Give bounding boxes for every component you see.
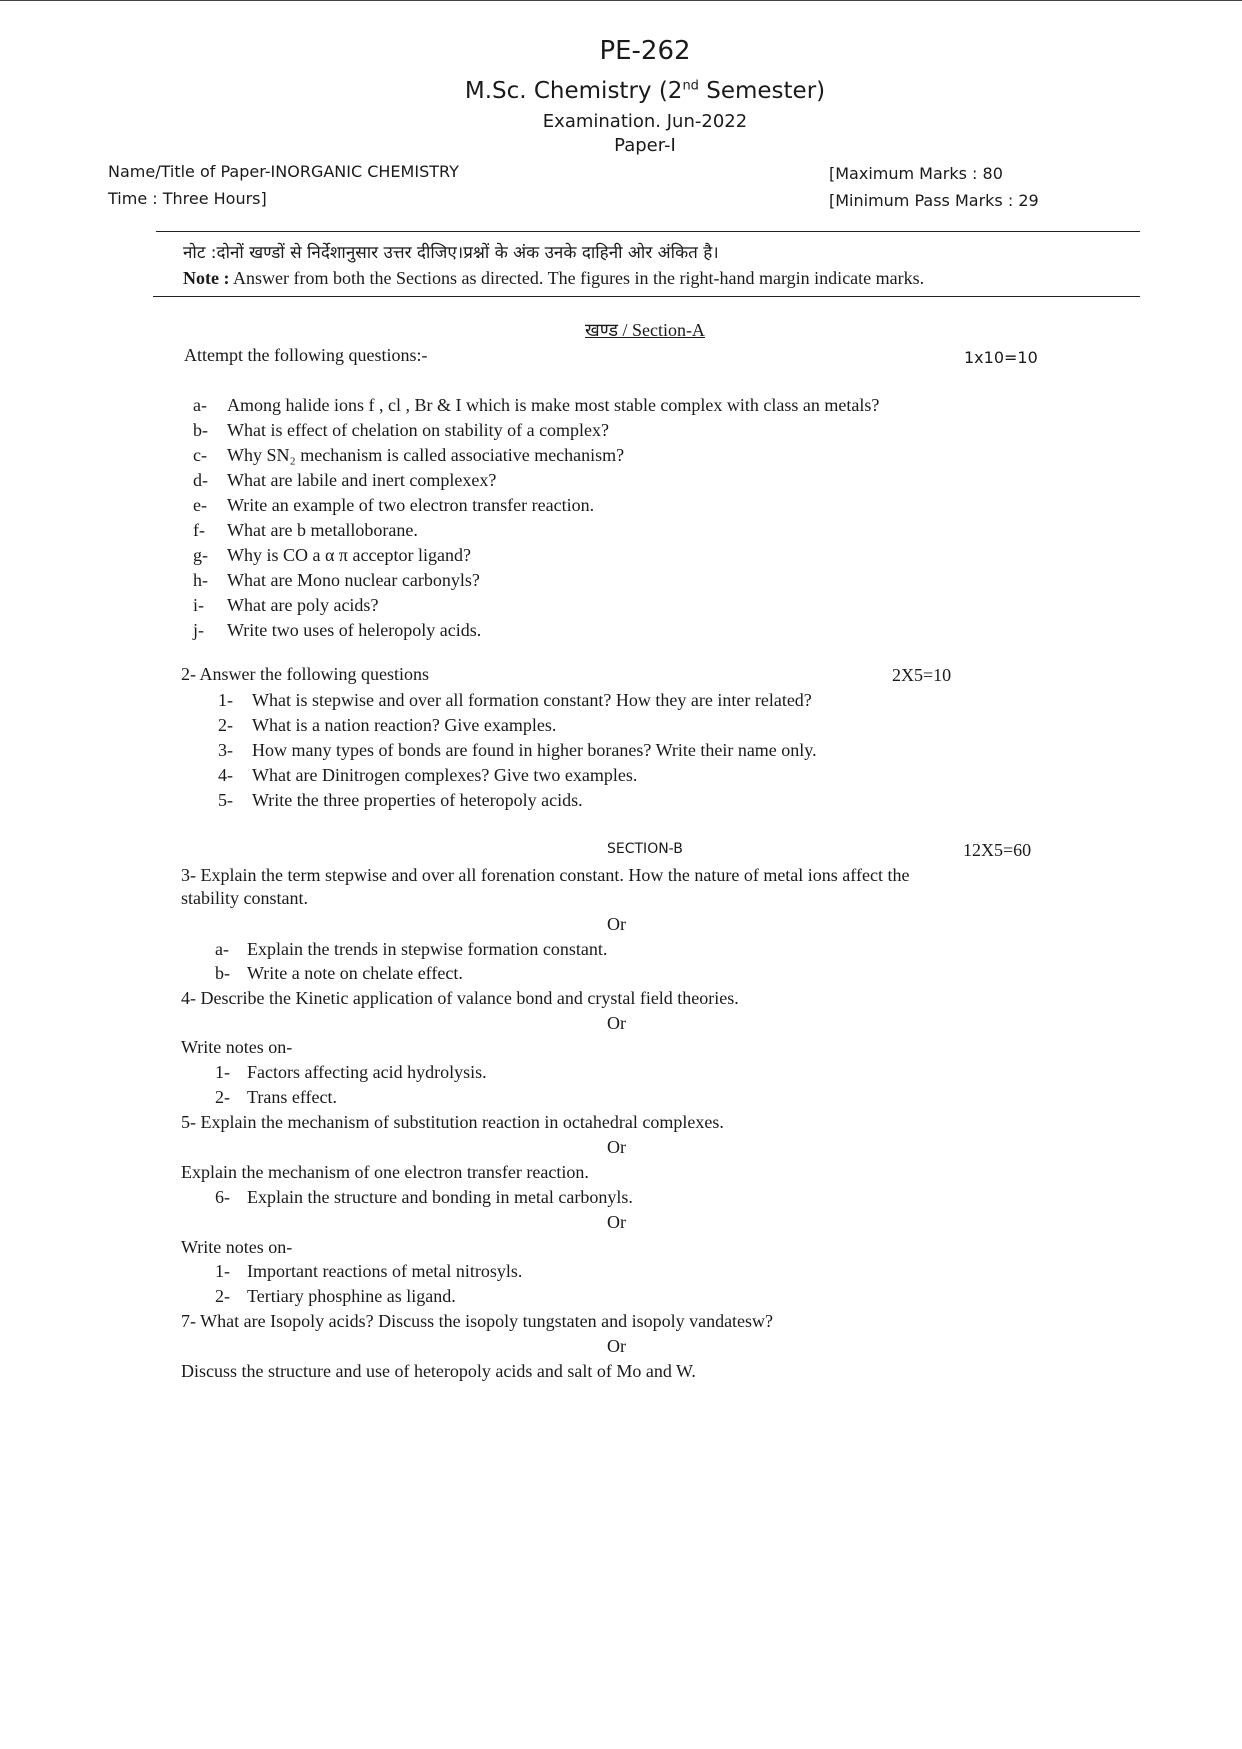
question-text: What are b metalloborane.: [227, 520, 418, 540]
question-text: What are labile and inert complexex?: [227, 470, 497, 490]
question-label: c-: [193, 445, 207, 465]
q6-text: 6- Explain the structure and bonding in metal carbonyls.: [215, 1187, 633, 1207]
question-item: [193, 420, 609, 441]
q3-text-line2: stability constant.: [181, 888, 308, 908]
q2-marks: 2X5=10: [892, 665, 952, 685]
section-b-marks: 12X5=60: [963, 840, 1032, 860]
q4-sub-1: 1- Factors affecting acid hydrolysis.: [215, 1062, 487, 1082]
minimum-pass-marks: [Minimum Pass Marks : 29: [829, 191, 1039, 210]
question-label: f-: [193, 520, 205, 540]
question-item: [218, 740, 817, 761]
or-separator: Or: [607, 1212, 626, 1232]
q7-text: 7- What are Isopoly acids? Discuss the isopoly tungstaten and isopoly vandatesw?: [181, 1311, 774, 1331]
course-title: M.Sc. Chemistry (2nd Semester): [464, 78, 826, 104]
question-label: g-: [193, 545, 208, 565]
note-hindi: नोट :दोनों खण्डों से निर्देशानुसार उत्तर दीजिए।प्रश्नों के अंक उनके दाहिनी ओर अंकित है।: [183, 243, 719, 263]
note-english: Note : Answer from both the Sections as directed. The figures in the right-hand margin indicate marks.: [183, 268, 925, 288]
section-a-marks: 1x10=10: [964, 348, 1038, 367]
question-label: 5-: [218, 790, 233, 810]
question-item: [193, 620, 481, 641]
q3-sub-a: a- Explain the trends in stepwise formation constant.: [215, 939, 608, 959]
write-notes-label: Write notes on-: [181, 1037, 293, 1057]
question-item: [193, 495, 594, 516]
q4-text: 4- Describe the Kinetic application of valance bond and crystal field theories.: [181, 988, 739, 1008]
question-item: [218, 765, 637, 786]
question-label: 4-: [218, 765, 233, 785]
section-a-instruction: Attempt the following questions:-: [184, 345, 428, 365]
paper-number: Paper-I: [614, 135, 676, 156]
question-text: What is stepwise and over all formation constant? How they are inter related?: [252, 690, 812, 710]
question-item: [193, 395, 879, 416]
question-item: [193, 470, 496, 491]
question-text: Why is CO a α π acceptor ligand?: [227, 545, 471, 565]
question-item: [193, 520, 418, 541]
or-separator: Or: [607, 1137, 626, 1157]
q6-sub-2: 2- Tertiary phosphine as ligand.: [215, 1286, 456, 1306]
question-item: [193, 595, 378, 616]
question-label: e-: [193, 495, 207, 515]
q3-sub-b: b- Write a note on chelate effect.: [215, 963, 463, 983]
q6-sub-1: 1- Important reactions of metal nitrosyls.: [215, 1261, 523, 1281]
question-text: What are Dinitrogen complexes? Give two examples.: [252, 765, 638, 785]
question-text: Why SN₂ mechanism is called associative mechanism?: [227, 445, 625, 465]
section-b-heading: SECTION-B: [607, 841, 683, 857]
question-label: 3-: [218, 740, 233, 760]
question-item: [218, 790, 583, 811]
question-item: [193, 545, 471, 566]
header-divider: [156, 231, 1140, 232]
paper-title: Name/Title of Paper-INORGANIC CHEMISTRY: [108, 162, 459, 181]
question-label: 2-: [218, 715, 233, 735]
question-item: [218, 715, 556, 736]
question-text: Among halide ions f , cl , Br & I which is make most stable complex with class an metals?: [227, 395, 880, 415]
question-item: [218, 690, 812, 711]
q5-alternative: Explain the mechanism of one electron transfer reaction.: [181, 1162, 589, 1182]
q5-text: 5- Explain the mechanism of substitution reaction in octahedral complexes.: [181, 1112, 724, 1132]
paper-code: PE-262: [599, 36, 691, 66]
maximum-marks: [Maximum Marks : 80: [829, 164, 1003, 183]
question-label: i-: [193, 595, 204, 615]
question-text: What is effect of chelation on stability of a complex?: [227, 420, 610, 440]
question-label: d-: [193, 470, 208, 490]
question-text: What is a nation reaction? Give examples.: [252, 715, 557, 735]
question-item: [193, 445, 624, 466]
question-text: What are poly acids?: [227, 595, 379, 615]
note-divider: [153, 296, 1140, 297]
or-separator: Or: [607, 1336, 626, 1356]
question-label: h-: [193, 570, 208, 590]
question-label: a-: [193, 395, 207, 415]
question-label: b-: [193, 420, 208, 440]
question-text: Write an example of two electron transfer reaction.: [227, 495, 595, 515]
question-label: j-: [193, 620, 204, 640]
question-text: What are Mono nuclear carbonyls?: [227, 570, 480, 590]
question-item: [193, 570, 480, 591]
q2-title: 2- Answer the following questions: [181, 664, 429, 684]
exam-session: Examination. Jun-2022: [542, 111, 748, 132]
or-separator: Or: [607, 1013, 626, 1033]
q7-alternative: Discuss the structure and use of heteropoly acids and salt of Mo and W.: [181, 1361, 696, 1381]
section-a-heading: खण्ड / Section-A: [585, 320, 705, 340]
write-notes-label: Write notes on-: [181, 1237, 293, 1257]
scan-top-edge: [0, 0, 1242, 1]
q3-text-line1: 3- Explain the term stepwise and over all forenation constant. How the nature of metal ions affect the: [181, 865, 910, 885]
question-text: Write the three properties of heteropoly acids.: [252, 790, 583, 810]
q4-sub-2: 2- Trans effect.: [215, 1087, 337, 1107]
or-separator: Or: [607, 914, 626, 934]
question-text: How many types of bonds are found in higher boranes? Write their name only.: [252, 740, 817, 760]
question-label: 1-: [218, 690, 233, 710]
exam-time: Time : Three Hours]: [108, 189, 267, 208]
question-text: Write two uses of heleropoly acids.: [227, 620, 482, 640]
